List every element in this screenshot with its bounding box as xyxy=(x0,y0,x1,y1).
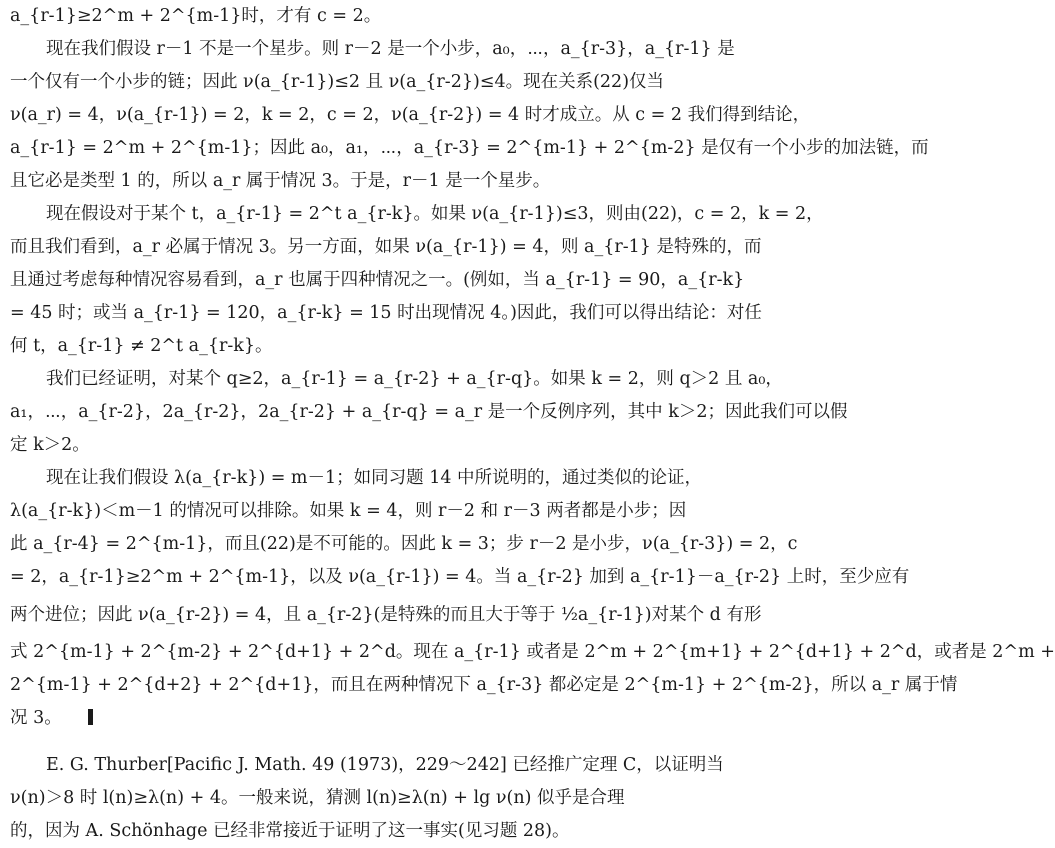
proof-line xyxy=(10,99,811,132)
reference-line xyxy=(10,782,758,815)
reference-line xyxy=(10,815,758,848)
reference-line-text: 的，因为 A. Schönhage 已经非常接近于证明了这一事实(见习题 28)。 xyxy=(10,821,570,841)
proof-line-text: 式 2^{m-1} + 2^{m-2} + 2^{d+1} + 2^d。现在 a_{r-1} 或者是 2^m + 2^{m+1} + 2^{d+1} + 2^d，或者是 2^m + xyxy=(10,642,1055,662)
proof-line xyxy=(10,330,758,363)
proof-line-text: 况 3。 xyxy=(10,708,62,728)
proof-line xyxy=(10,363,783,396)
proof-line xyxy=(10,165,758,198)
proof-line xyxy=(10,396,848,429)
proof-line-text: 一个仅有一个小步的链；因此 ν(a_{r-1})≤2 且 ν(a_{r-2})≤4。现在关系(22)仅当 xyxy=(10,72,665,92)
proof-line-text: 定 k＞2。 xyxy=(10,435,90,455)
proof-line-text: a_{r-1}≥2^m + 2^{m-1}时，才有 c = 2。 xyxy=(10,6,382,26)
end-of-proof-mark xyxy=(88,709,93,725)
proof-line xyxy=(10,561,910,594)
proof-line xyxy=(10,462,758,495)
proof-line-text: 现在我们假设 r－1 不是一个星步。则 r－2 是一个小步，a₀，⋯，a_{r-3}，a_{r-1} 是 xyxy=(46,39,735,59)
proof-line xyxy=(10,669,958,702)
proof-line-text: 且它必是类型 1 的，所以 a_r 属于情况 3。于是，r－1 是一个星步。 xyxy=(10,171,551,191)
proof-line-text: 此 a_{r-4} = 2^{m-1}，而且(22)是不可能的。因此 k = 3；步 r－2 是小步，ν(a_{r-3}) = 2，c xyxy=(10,534,798,554)
proof-line-text: a_{r-1} = 2^m + 2^{m-1}；因此 a₀，a₁，⋯，a_{r-3} = 2^{m-1} + 2^{m-2} 是仅有一个小步的加法链，而 xyxy=(10,138,929,158)
proof-line-text: ν(a_r) = 4，ν(a_{r-1}) = 2，k = 2，c = 2，ν(a_{r-2}) = 4 时才成立。从 c = 2 我们得到结论， xyxy=(10,105,811,125)
proof-line-text: = 45 时；或当 a_{r-1} = 120，a_{r-k} = 15 时出现情况 4。)因此，我们可以得出结论：对任 xyxy=(10,303,762,323)
proof-line-text: 现在让我们假设 λ(a_{r-k}) = m－1；如同习题 14 中所说明的，通过类似的论证， xyxy=(46,468,703,488)
proof-line xyxy=(10,495,758,528)
proof-line xyxy=(10,702,758,735)
proof-line xyxy=(10,429,758,462)
proof-line xyxy=(10,528,798,561)
proof-line xyxy=(10,132,929,165)
proof-line xyxy=(10,297,762,330)
proof-line xyxy=(10,594,762,636)
proof-line xyxy=(10,66,758,99)
proof-line-text: 2^{m-1} + 2^{d+2} + 2^{d+1}，而且在两种情况下 a_{r-3} 都必定是 2^{m-1} + 2^{m-2}，所以 a_r 属于情 xyxy=(10,675,958,695)
proof-line xyxy=(10,231,762,264)
proof-line-text: 而且我们看到，a_r 必属于情况 3。另一方面，如果 ν(a_{r-1}) = 4，则 a_{r-1} 是特殊的，而 xyxy=(10,237,762,257)
proof-line xyxy=(10,33,758,66)
proof-line xyxy=(10,636,1055,669)
proof-line-text: 两个进位；因此 ν(a_{r-2}) = 4，且 a_{r-2}(是特殊的而且大于等于 ½a_{r-1})对某个 d 有形 xyxy=(10,605,762,625)
proof-line-text: 且通过考虑每种情况容易看到，a_r 也属于四种情况之一。(例如，当 a_{r-1} = 90，a_{r-k} xyxy=(10,270,745,290)
proof-line-text: 现在假设对于某个 t，a_{r-1} = 2^t a_{r-k}。如果 ν(a_{r-1})≤3，则由(22)，c = 2，k = 2， xyxy=(46,204,824,224)
proof-line-text: 我们已经证明，对某个 q≥2，a_{r-1} = a_{r-2} + a_{r-q}。如果 k = 2，则 q＞2 且 a₀， xyxy=(46,369,783,389)
proof-line-text: a₁，⋯，a_{r-2}，2a_{r-2}，2a_{r-2} + a_{r-q} = a_r 是一个反例序列，其中 k＞2；因此我们可以假 xyxy=(10,402,848,422)
proof-line xyxy=(10,0,758,33)
proof-line-text: λ(a_{r-k})＜m－1 的情况可以排除。如果 k = 4，则 r－2 和 r－3 两者都是小步；因 xyxy=(10,501,687,521)
proof-body xyxy=(10,0,1055,735)
proof-line xyxy=(10,264,758,297)
proof-line-text: = 2，a_{r-1}≥2^m + 2^{m-1}，以及 ν(a_{r-1}) = 4。当 a_{r-2} 加到 a_{r-1}－a_{r-2} 上时，至少应有 xyxy=(10,567,910,587)
reference-paragraph xyxy=(10,749,758,848)
reference-line-text: E. G. Thurber[Pacific J. Math. 49 (1973)，229～242] 已经推广定理 C，以证明当 xyxy=(46,755,724,775)
proof-line xyxy=(10,198,824,231)
reference-line xyxy=(10,749,758,782)
reference-line-text: ν(n)＞8 时 l(n)≥λ(n) + 4。一般来说，猜测 l(n)≥λ(n) + lg ν(n) 似乎是合理 xyxy=(10,788,625,808)
proof-line-text: 何 t，a_{r-1} ≠ 2^t a_{r-k}。 xyxy=(10,336,273,356)
